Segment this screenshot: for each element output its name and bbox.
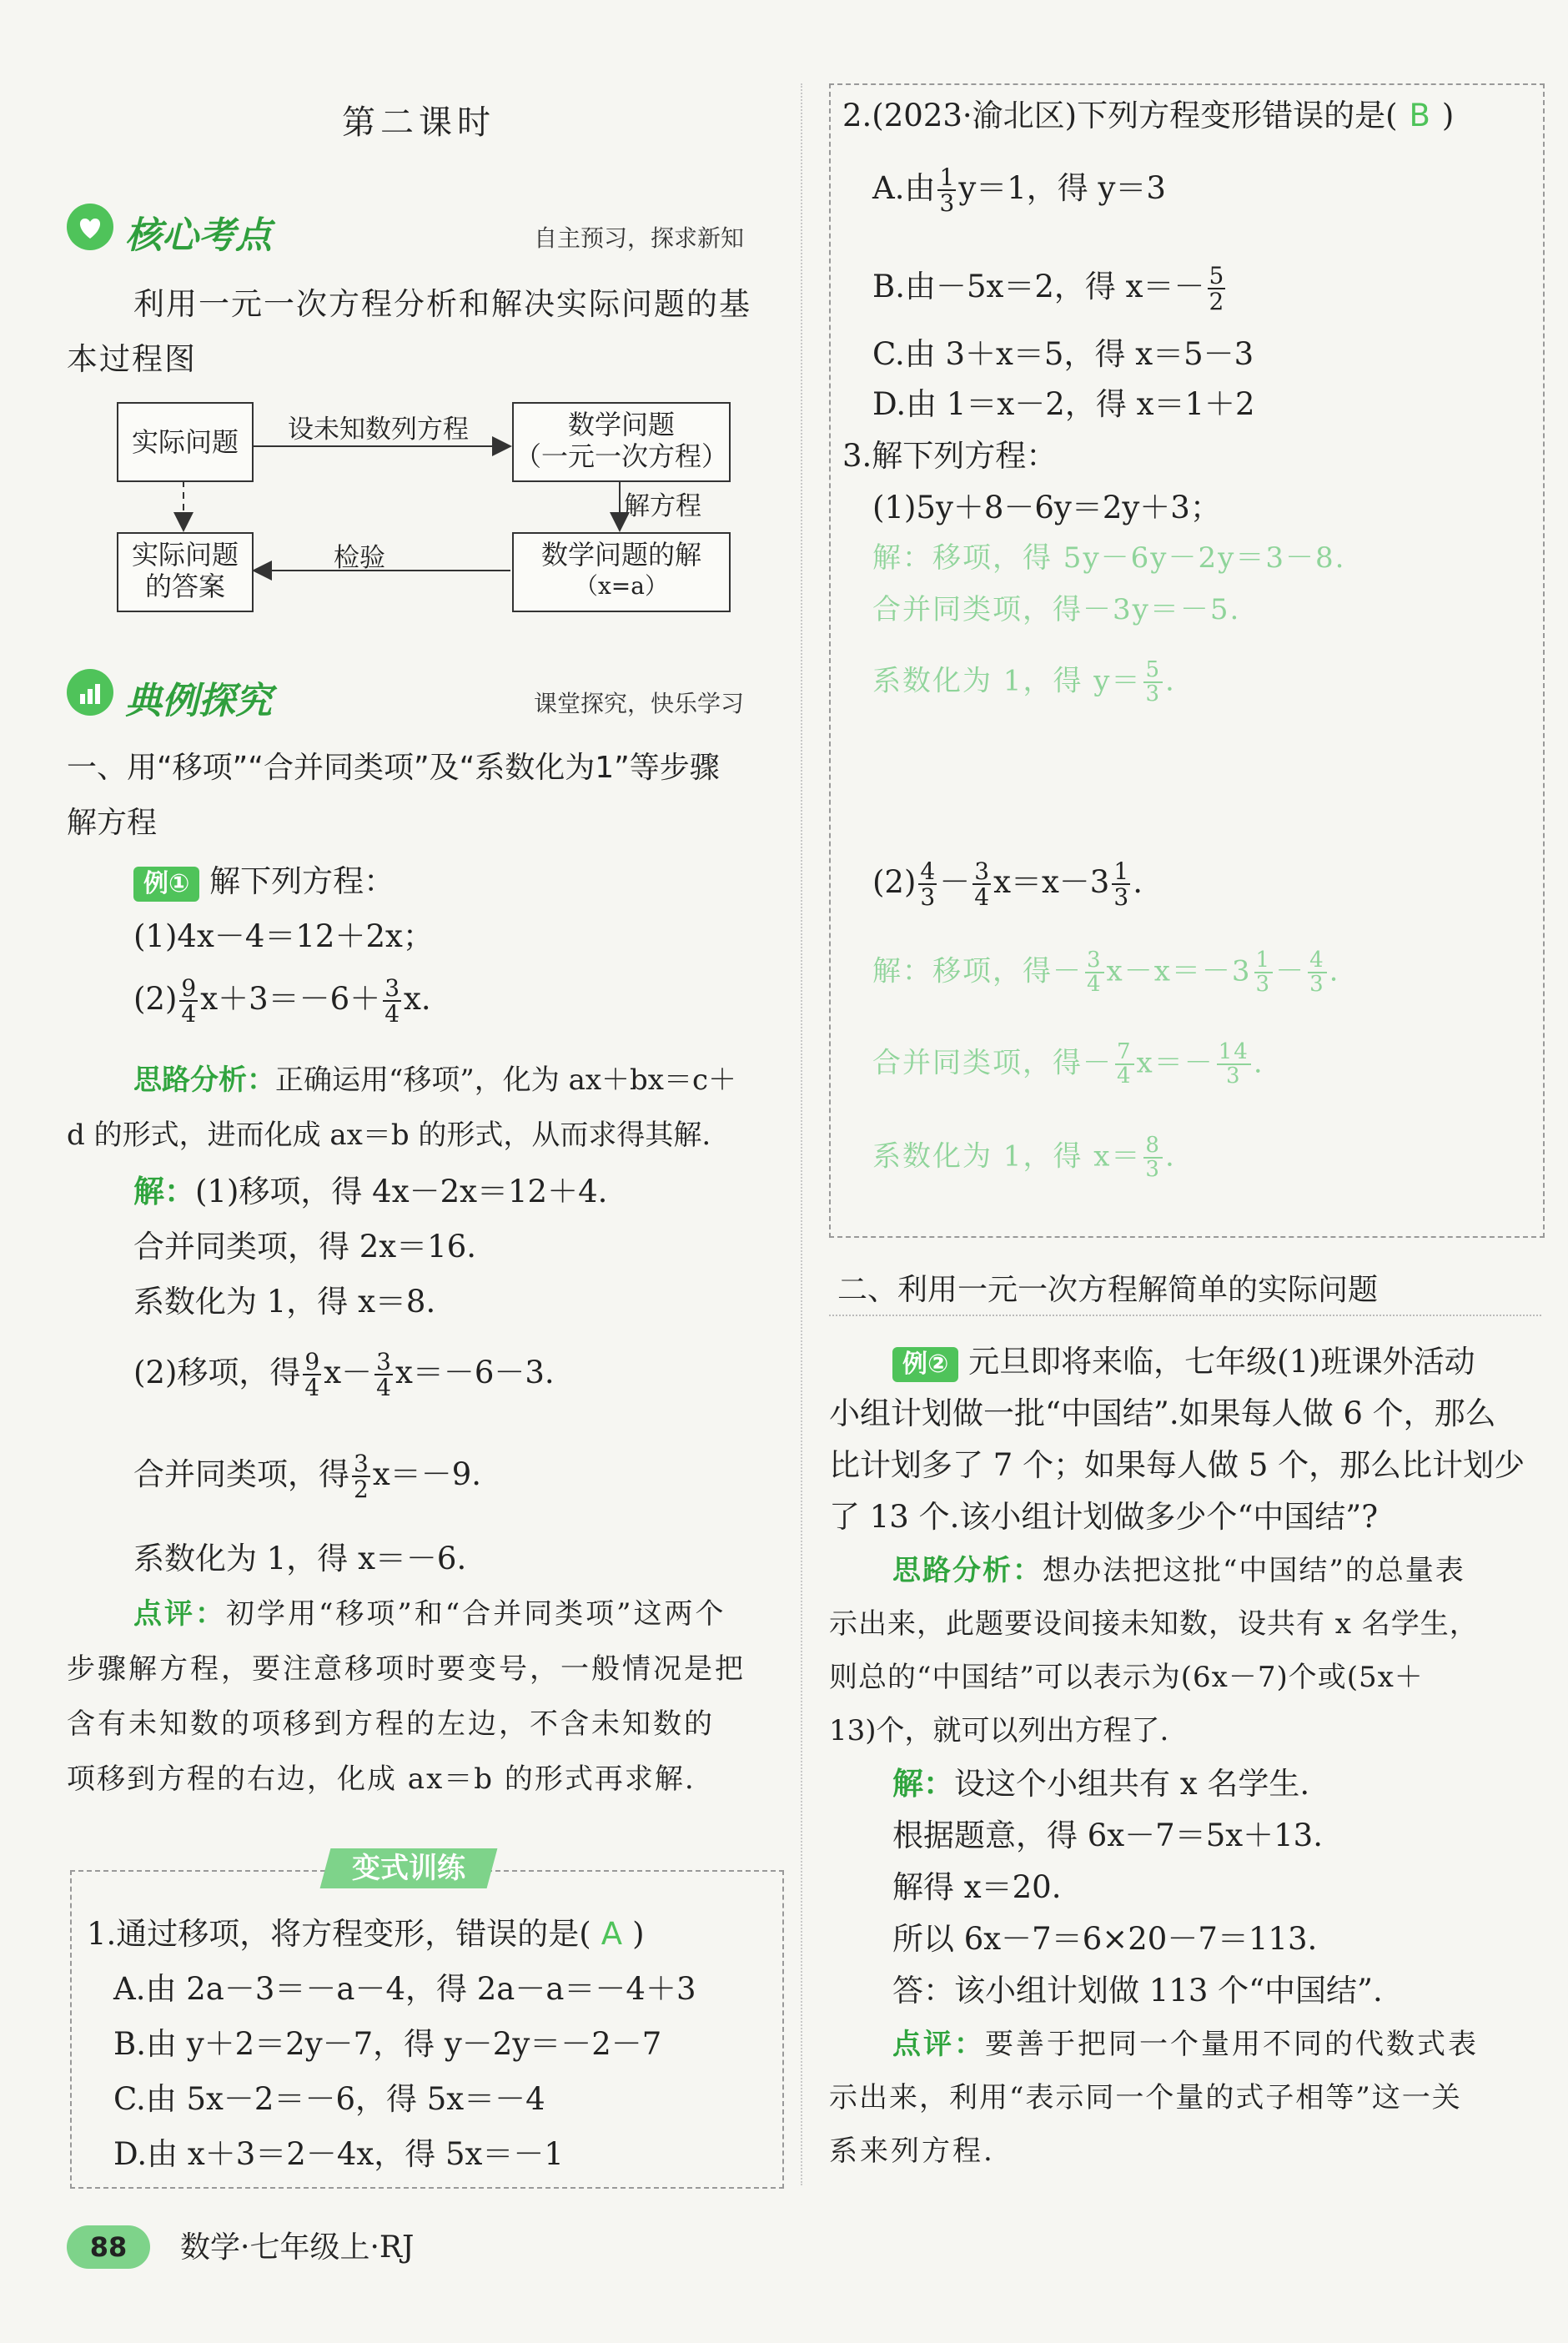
example1-prompt: 解下列方程： [209, 863, 395, 899]
example1-badge: 例① [133, 867, 199, 902]
q2-option-c: C.由 3＋x＝5，得 x＝5－3 [872, 336, 1254, 372]
practice-banner [320, 1848, 498, 1888]
fraction-7-4: $\frac{7}{4}$ [1117, 1039, 1133, 1089]
q3-s4-mid: x－x＝－3 [1106, 954, 1252, 988]
q3-solution2-l2: 合并同类项，得－ $\frac{7}{4}$ x＝－ $\frac{14}{3}$ . [872, 1039, 1264, 1089]
q3-s6-pre: 系数化为 1，得 x＝ [872, 1139, 1142, 1174]
example1-part2-end: x. [404, 980, 431, 1017]
example2-badge: 例② [892, 1347, 958, 1382]
example1-part2-mid: x＋3＝－6＋ [200, 980, 381, 1017]
example2-l2: 小组计划做一批“中国结”.如果每人做 6 个，那么 [829, 1395, 1496, 1431]
q3-solution1-l3: 系数化为 1，得 y＝ $\frac{5}{3}$ . [872, 657, 1176, 707]
core-subtitle: 自主预习，探求新知 [534, 224, 745, 252]
q3-solution2-l1: 解：移项，得－ $\frac{3}{4}$ x－x＝－3 $\frac{1}{3}$ － $\frac{4}{3}$ . [872, 948, 1340, 998]
q3-s4-pre: 解：移项，得－ [872, 954, 1083, 988]
practice-q1-answer: A [601, 1916, 623, 1952]
practice-q1-option-a: A.由 2a－3＝－a－4，得 2a－a＝－4＋3 [113, 1971, 696, 2007]
q3-s5-pre: 合并同类项，得－ [872, 1046, 1113, 1080]
flow-box-answer-l2: 的答案 [144, 571, 225, 602]
example2-solution-l2: 根据题意，得 6x－7＝5x＋13. [892, 1818, 1323, 1853]
fraction-3-4: $\frac{3}{4}$ [384, 974, 400, 1028]
example2-comment-l2: 示出来，利用“表示同一个量的式子相等”这一关 [829, 2081, 1462, 2114]
solution-l4-end: x＝－6－3. [395, 1354, 555, 1390]
example1-solution-l1 [133, 1173, 607, 1211]
q2 [842, 97, 1454, 135]
practice-q1-text: 1.通过移项，将方程变形，错误的是( [87, 1916, 591, 1952]
example2-analysis-l1 [892, 1551, 1465, 1590]
q3-part2: (2) $\frac{4}{3}$ － $\frac{3}{4}$ x＝x－3 $\frac{1}{3}$ . [872, 857, 1143, 912]
flow-box-math-problem-l2: （一元一次方程） [514, 440, 728, 472]
fraction-4-3: $\frac{4}{3}$ [920, 857, 936, 912]
examples-title: 典例探究 [125, 680, 272, 722]
q3-p2-pre: (2) [872, 863, 917, 900]
fraction-8-3: $\frac{8}{3}$ [1145, 1133, 1161, 1183]
q3: 3.解下列方程： [842, 438, 1058, 474]
q3-solution1-l2: 合并同类项，得－3y＝－5. [872, 593, 1241, 626]
fraction-1-3c: $\frac{1}{3}$ [1255, 948, 1272, 998]
example1-solution-l2: 合并同类项，得 2x＝16. [133, 1229, 477, 1265]
example2-solution-l3: 解得 x＝20. [892, 1869, 1062, 1905]
fraction-3-4c: $\frac{3}{4}$ [974, 857, 990, 912]
fraction-4-3b: $\frac{4}{3}$ [1309, 948, 1325, 998]
practice-q1-option-d: D.由 x＋3＝2－4x，得 5x＝－1 [113, 2136, 564, 2172]
flow-box-math-solution-l2: （x=a） [575, 572, 668, 600]
fraction-5-2: $\frac{5}{2}$ [1209, 262, 1224, 316]
example1-part2-pre: (2) [133, 980, 178, 1017]
flow-label-set-unknown: 设未知数列方程 [288, 415, 469, 445]
example1-analysis-2: d 的形式，进而化成 ax＝b 的形式，从而求得其解. [67, 1119, 711, 1152]
example2-analysis-label: 思路分析： [892, 1554, 1043, 1587]
fraction-9-4b: $\frac{9}{4}$ [304, 1348, 320, 1402]
example2-comment-l3: 系来列方程. [829, 2134, 995, 2168]
fraction-3-4d: $\frac{3}{4}$ [1087, 948, 1103, 998]
flow-label-solve: 解方程 [624, 491, 701, 521]
example2-analysis-line1: 想办法把这批“中国结”的总量表 [1043, 1554, 1465, 1587]
example2-comment-label: 点评： [892, 2028, 985, 2061]
footer-text: 数学·七年级上·RJ [180, 2230, 415, 2265]
q3-solution2-l3: 系数化为 1，得 x＝ $\frac{8}{3}$ . [872, 1133, 1176, 1183]
example1-comment-2: 步骤解方程，要注意移项时要变号，一般情况是把 [67, 1652, 746, 1686]
example1-analysis [133, 1061, 736, 1099]
flow-label-check: 检验 [334, 543, 385, 573]
example2-solution-l1 [892, 1765, 1309, 1803]
example2-solution-l4: 所以 6x－7＝6×20－7＝113. [892, 1921, 1318, 1957]
analysis-line1: 正确运用“移项”，化为 ax＋bx＝c＋ [275, 1063, 736, 1097]
example1-solution-l5 [133, 1451, 481, 1502]
example2-analysis-l2: 示出来，此题要设间接未知数，设共有 x 名学生， [829, 1607, 1479, 1641]
section2-underline [829, 1315, 1541, 1316]
comment-line1: 初学用“移项”和“合并同类项”这两个 [226, 1597, 726, 1631]
practice-q1-option-b: B.由 y＋2＝2y－7，得 y－2y＝－2－7 [113, 2026, 662, 2062]
fraction-3-4b: $\frac{3}{4}$ [376, 1348, 391, 1402]
flow-box-math-problem-l1: 数学问题 [567, 409, 675, 440]
example1-prompt-row [133, 862, 395, 902]
fraction-5-3: $\frac{5}{3}$ [1145, 657, 1162, 707]
solution-line1: (1)移项，得 4x－2x＝12＋4. [195, 1174, 608, 1209]
example2-comment-l1 [892, 2025, 1479, 2064]
example2-comment-line1: 要善于把同一个量用不同的代数式表 [985, 2028, 1479, 2061]
fraction-1-3: $\frac{1}{3}$ [939, 163, 955, 218]
q2-a-pre: A.由 [872, 169, 936, 206]
practice-q1-option-c: C.由 5x－2＝－6，得 5x＝－4 [113, 2081, 545, 2117]
example1-solution-l3: 系数化为 1，得 x＝8. [133, 1284, 436, 1320]
q2-b-pre: B.由－5x＝2，得 x＝－ [872, 268, 1205, 304]
flow-box-real-problem: 实际问题 [117, 402, 254, 482]
q2-option-b [872, 264, 1228, 314]
solution-label: 解： [133, 1174, 195, 1209]
solution-l4-pre: (2)移项，得 [133, 1354, 301, 1390]
q2-text: 2.(2023·渝北区)下列方程变形错误的是( [842, 98, 1398, 133]
section1-heading: 一、用“移项”“合并同类项”及“系数化为1”等步骤 [67, 751, 720, 785]
flow-box-math-solution-l1: 数学问题的解 [540, 539, 701, 571]
example2-l4: 了 13 个.该小组计划做多少个“中国结”? [829, 1499, 1379, 1535]
q2-option-d: D.由 1＝x－2，得 x＝1＋2 [872, 386, 1255, 422]
example1-comment [133, 1595, 726, 1633]
fraction-3-2: $\frac{3}{2}$ [354, 1450, 369, 1504]
example1-part2 [133, 976, 431, 1027]
q3-p2-mid: x＝x－3 [993, 863, 1110, 900]
flow-arrows [0, 0, 801, 634]
example2-analysis-l4: 13)个，就可以列出方程了. [829, 1714, 1169, 1747]
practice-banner-text: 变式训练 [352, 1852, 465, 1885]
core-text-2: 本过程图 [67, 341, 197, 377]
core-title: 核心考点 [125, 214, 272, 257]
example2-solution-l5: 答：该小组计划做 113 个“中国结”. [892, 1973, 1383, 2009]
column-divider [801, 83, 802, 2185]
q2-option-a [872, 165, 1166, 216]
solution-l5-pre: 合并同类项，得 [133, 1456, 349, 1492]
q3-s5-mid: x＝－ [1136, 1046, 1214, 1080]
comment-label: 点评： [133, 1597, 226, 1631]
example2-l3: 比计划多了 7 个；如果每人做 5 个，那么比计划少 [829, 1447, 1525, 1483]
q2-answer: B [1409, 98, 1430, 133]
example2-l1 [892, 1343, 1475, 1382]
q3-part1: (1)5y＋8－6y＝2y＋3； [872, 490, 1221, 525]
example1-comment-4: 项移到方程的右边，化成 ax＝b 的形式再求解. [67, 1762, 696, 1796]
practice-q1 [87, 1915, 645, 1953]
section1-heading-2: 解方程 [67, 806, 158, 840]
example1-solution-l4: (2)移项，得 $\frac{9}{4}$ x－ $\frac{3}{4}$ x＝－6－3. [133, 1348, 555, 1402]
core-text: 利用一元一次方程分析和解决实际问题的基 [133, 286, 751, 322]
flow-box-answer-l1: 实际问题 [131, 539, 239, 571]
example1-comment-3: 含有未知数的项移到方程的左边，不含未知数的 [67, 1707, 715, 1741]
example2-solution-line1: 设这个小组共有 x 名学生. [954, 1766, 1310, 1802]
fraction-1-3b: $\frac{1}{3}$ [1113, 857, 1129, 912]
analysis-label: 思路分析： [133, 1063, 275, 1097]
practice-q1-close: ) [632, 1916, 645, 1952]
q2-close: ) [1441, 98, 1455, 133]
section2-heading: 二、利用一元一次方程解简单的实际问题 [837, 1273, 1379, 1307]
chart-icon [67, 669, 113, 716]
example2-line1: 元旦即将来临，七年级(1)班课外活动 [968, 1344, 1475, 1380]
q2-a-end: y＝1，得 y＝3 [958, 169, 1166, 206]
q3-s3-pre: 系数化为 1，得 y＝ [872, 664, 1142, 698]
lesson-title: 第二课时 [342, 103, 495, 142]
example1-part1: (1)4x－4＝12＋2x； [133, 918, 434, 954]
example1-solution-l6: 系数化为 1，得 x＝－6. [133, 1541, 467, 1576]
example2-solution-label: 解： [892, 1766, 954, 1802]
solution-l5-end: x＝－9. [372, 1456, 481, 1492]
page-number: 88 [67, 2225, 150, 2269]
q3-solution1-l1: 解：移项，得 5y－6y－2y＝3－8. [872, 541, 1346, 575]
fraction-14-3: $\frac{14}{3}$ [1218, 1039, 1249, 1089]
example2-analysis-l3: 则总的“中国结”可以表示为(6x－7)个或(5x＋ [829, 1661, 1424, 1694]
examples-subtitle: 课堂探究，快乐学习 [534, 690, 745, 717]
fraction-9-4: $\frac{9}{4}$ [181, 974, 197, 1028]
